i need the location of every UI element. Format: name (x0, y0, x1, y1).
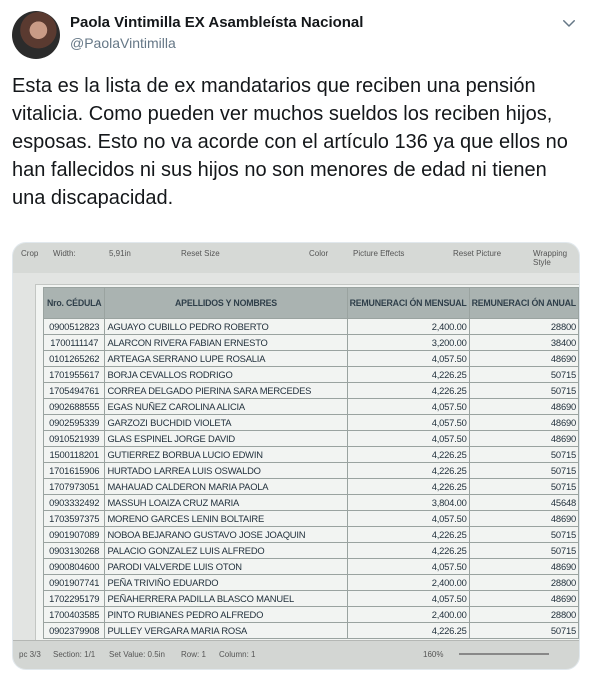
nombre-cell: GUTIERREZ BORBUA LUCIO EDWIN (105, 447, 347, 463)
mensual-cell: 4,226.25 (347, 383, 469, 399)
anual-cell: 50715 (469, 383, 578, 399)
status-item: Section: 1/1 (53, 650, 96, 659)
anual-cell: 50715 (469, 543, 578, 559)
nombre-cell: GARZOZI BUCHDID VIOLETA (105, 415, 347, 431)
table-row (44, 431, 579, 447)
mensual-cell: 4,226.25 (347, 543, 469, 559)
mensual-cell: 2,400.00 (347, 607, 469, 623)
mensual-cell: 4,226.25 (347, 463, 469, 479)
nombre-cell: MASSUH LOAIZA CRUZ MARIA (105, 495, 347, 511)
nombre-cell: PULLEY VERGARA MARIA ROSA (105, 623, 347, 639)
nombre-cell: MORENO GARCES LENIN BOLTAIRE (105, 511, 347, 527)
anual-cell: 48690 (469, 351, 578, 367)
table-row (44, 479, 579, 495)
anual-cell: 50715 (469, 623, 578, 639)
mensual-cell: 2,400.00 (347, 575, 469, 591)
mensual-cell: 4,226.25 (347, 367, 469, 383)
tweet-text: Esta es la lista de ex mandatarios que reciben una pensión vitalicia. Como pueden ver muchos sueldos los reciben hijos, esposas. Esto no va acorde con el artículo 136 ya que ellos no han fallecidos ni sus hijos no son menores de edad ni tienen una discapacidad. (12, 75, 574, 209)
zoom-level: 160% (423, 650, 444, 659)
mensual-cell: 4,226.25 (347, 623, 469, 639)
anual-cell: 48690 (469, 415, 578, 431)
ribbon-item: Color (309, 249, 329, 258)
cedula-cell: 0900512823 (44, 319, 105, 335)
cedula-cell: 1703597375 (44, 511, 105, 527)
nombre-cell: PEÑAHERRERA PADILLA BLASCO MANUEL (105, 591, 347, 607)
cedula-cell: 1700111147 (44, 335, 105, 351)
cedula-cell: 1705494761 (44, 383, 105, 399)
cedula-cell: 0902379908 (44, 623, 105, 639)
avatar[interactable] (12, 11, 60, 59)
anual-cell: 48690 (469, 591, 578, 607)
cedula-cell: 1500118201 (44, 447, 105, 463)
table-row (44, 383, 579, 399)
nombre-cell: EGAS NUÑEZ CAROLINA ALICIA (105, 399, 347, 415)
anual-cell: 28800 (469, 319, 578, 335)
cedula-cell: 1701955617 (44, 367, 105, 383)
cedula-cell: 0901907089 (44, 527, 105, 543)
column-header-bar (13, 273, 579, 285)
mensual-cell: 4,057.50 (347, 399, 469, 415)
nombre-cell: PEÑA TRIVIÑO EDUARDO (105, 575, 347, 591)
row-header-bar (13, 284, 36, 641)
anual-cell: 48690 (469, 431, 578, 447)
zoom-slider (459, 653, 549, 655)
nombre-cell: ALARCON RIVERA FABIAN ERNESTO (105, 335, 347, 351)
table-row (44, 351, 579, 367)
spreadsheet (13, 273, 579, 641)
ribbon-item: Crop (21, 249, 39, 258)
spreadsheet-ribbon (13, 243, 579, 274)
status-item: Set Value: 0.5in (109, 650, 165, 659)
table-row (44, 335, 579, 351)
table-row (44, 447, 579, 463)
table-row (44, 559, 579, 575)
author-handle[interactable]: @PaolaVintimilla (70, 35, 176, 51)
table-row (44, 367, 579, 383)
nombre-cell: BORJA CEVALLOS RODRIGO (105, 367, 347, 383)
anual-cell: 50715 (469, 463, 578, 479)
cedula-cell: 0902595339 (44, 415, 105, 431)
table-row (44, 575, 579, 591)
anual-cell: 38400 (469, 335, 578, 351)
anual-cell: 50715 (469, 527, 578, 543)
mensual-cell: 4,226.25 (347, 447, 469, 463)
mensual-cell: 4,226.25 (347, 527, 469, 543)
anual-cell: 48690 (469, 559, 578, 575)
cedula-cell: 1702295179 (44, 591, 105, 607)
anual-cell: 45648 (469, 495, 578, 511)
mensual-cell: 4,057.50 (347, 591, 469, 607)
cedula-cell: 0910521939 (44, 431, 105, 447)
cedula-cell: 0903332492 (44, 495, 105, 511)
ribbon-item: Picture Effects (353, 249, 405, 258)
mensual-cell: 4,057.50 (347, 351, 469, 367)
cedula-cell: 0902688555 (44, 399, 105, 415)
status-bar (13, 640, 579, 669)
table-row (44, 623, 579, 639)
table-row (44, 495, 579, 511)
status-item: pc 3/3 (19, 650, 41, 659)
table-row (44, 527, 579, 543)
cedula-cell: 1700403585 (44, 607, 105, 623)
anual-cell: 48690 (469, 399, 578, 415)
mensual-cell: 3,200.00 (347, 335, 469, 351)
table-row (44, 463, 579, 479)
nombre-cell: AGUAYO CUBILLO PEDRO ROBERTO (105, 319, 347, 335)
cedula-cell: 1707973051 (44, 479, 105, 495)
header-cedula: Nro. CÉDULA (44, 288, 105, 319)
mensual-cell: 3,804.00 (347, 495, 469, 511)
table-row (44, 399, 579, 415)
cedula-cell: 0900804600 (44, 559, 105, 575)
table-row (44, 511, 579, 527)
nombre-cell: NOBOA BEJARANO GUSTAVO JOSE JOAQUIN (105, 527, 347, 543)
nombre-cell: PINTO RUBIANES PEDRO ALFREDO (105, 607, 347, 623)
ribbon-item: Reset Picture (453, 249, 502, 258)
anual-cell: 48690 (469, 511, 578, 527)
table-row (44, 415, 579, 431)
cedula-cell: 0903130268 (44, 543, 105, 559)
ribbon-item: Width: (53, 249, 76, 258)
table-row (44, 607, 579, 623)
ribbon-item: Reset Size (181, 249, 220, 258)
author-name[interactable]: Paola Vintimilla EX Asambleísta Nacional (70, 14, 364, 31)
anual-cell: 28800 (469, 607, 578, 623)
mensual-cell: 2,400.00 (347, 319, 469, 335)
status-item: Row: 1 (181, 650, 206, 659)
table-row (44, 319, 579, 335)
mensual-cell: 4,057.50 (347, 511, 469, 527)
anual-cell: 50715 (469, 447, 578, 463)
ribbon-item: Wrapping Style (533, 249, 568, 267)
table-row (44, 543, 579, 559)
table-body (44, 319, 579, 639)
nombre-cell: HURTADO LARREA LUIS OSWALDO (105, 463, 347, 479)
mensual-cell: 4,057.50 (347, 431, 469, 447)
header-anual: REMUNERACI ÓN ANUAL (469, 288, 578, 319)
nombre-cell: ARTEAGA SERRANO LUPE ROSALIA (105, 351, 347, 367)
nombre-cell: PALACIO GONZALEZ LUIS ALFREDO (105, 543, 347, 559)
mensual-cell: 4,226.25 (347, 479, 469, 495)
status-item: Column: 1 (219, 650, 256, 659)
chevron-down-icon[interactable] (560, 14, 578, 32)
anual-cell: 28800 (469, 575, 578, 591)
table-row (44, 591, 579, 607)
mensual-cell: 4,057.50 (347, 559, 469, 575)
cedula-cell: 0101265262 (44, 351, 105, 367)
header-mensual: REMUNERACI ÓN MENSUAL (347, 288, 469, 319)
anual-cell: 50715 (469, 479, 578, 495)
ribbon-item: 5,91in (109, 249, 131, 258)
cedula-cell: 1701615906 (44, 463, 105, 479)
mensual-cell: 4,057.50 (347, 415, 469, 431)
nombre-cell: CORREA DELGADO PIERINA SARA MERCEDES (105, 383, 347, 399)
nombre-cell: GLAS ESPINEL JORGE DAVID (105, 431, 347, 447)
pension-table (43, 287, 579, 639)
nombre-cell: MAHAUAD CALDERON MARIA PAOLA (105, 479, 347, 495)
tweet-photo[interactable] (12, 242, 580, 670)
nombre-cell: PARODI VALVERDE LUIS OTON (105, 559, 347, 575)
header-nombres: APELLIDOS Y NOMBRES (105, 288, 347, 319)
anual-cell: 50715 (469, 367, 578, 383)
cedula-cell: 0901907741 (44, 575, 105, 591)
